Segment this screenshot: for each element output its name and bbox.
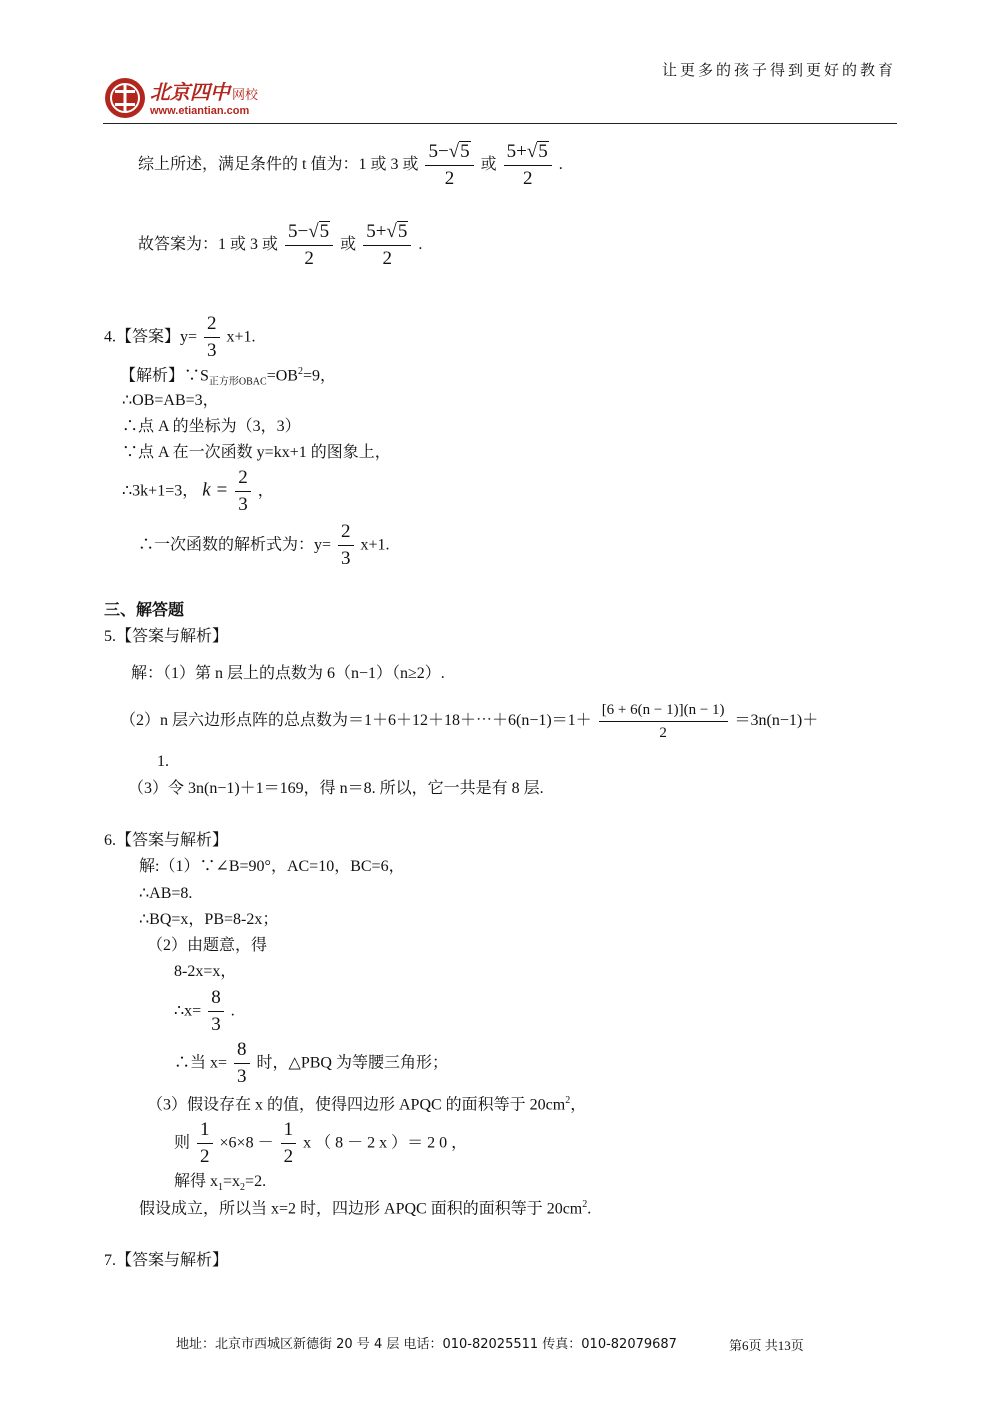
frac-2-3: $\frac{2}{3}$	[338, 522, 354, 570]
frac-8-3: $\frac{8}{3}$	[208, 988, 224, 1036]
q3-summary: 综上所述，满足条件的 t 值为：1 或 3 或 5−√ 5 2 或 5+√ 5 2 .	[138, 141, 563, 189]
frac-2-3: $\frac{2}{3}$	[235, 468, 251, 516]
q3-answer: 故答案为：1 或 3 或 5−√ 5 2 或 5+√ 5 2 .	[138, 221, 423, 269]
q6-line5: 8-2x=x，	[174, 963, 237, 980]
section-title: 三、解答题	[104, 602, 185, 619]
q6-line11: 假设成立，所以当 x=2 时，四边形 APQC 面积的面积等于 $20cm^2$.	[139, 1199, 592, 1218]
q6-line3: ∴BQ=x，PB=8-2x；	[139, 911, 279, 928]
q4-line5: ∴3k+1=3， k = $\frac{2}{3}$ ，	[122, 467, 274, 515]
frac-1-2: $\frac{1}{2}$	[197, 1120, 213, 1168]
q4-line4: ∵点 A 在一次函数 y=kx+1 的图象上，	[122, 444, 391, 461]
q6-line4: （2）由题意，得	[147, 937, 268, 954]
q7-label: 7.【答案与解析】	[104, 1252, 229, 1269]
header-slogan: 让更多的孩子得到更好的教育	[662, 61, 897, 79]
q4-line2: ∴OB=AB=3，	[122, 392, 219, 409]
or-text: 或	[480, 156, 497, 174]
q6-line2: ∴AB=8.	[139, 885, 193, 902]
q5-line1: 解：（1）第 n 层上的点数为 6（n−1）（n≥2）.	[131, 665, 445, 682]
frac-5-plus-sqrt5: 5+√ 5 2	[504, 141, 552, 190]
frac-5-plus-sqrt5: 5+√ 5 2	[363, 221, 411, 270]
q5-label: 5.【答案与解析】	[104, 628, 229, 645]
header-rule	[103, 123, 897, 124]
frac-sum-formula: $\frac{[6 + 6(n - 1)](n - 1)}{2}$	[599, 702, 728, 741]
q6-line6: ∴x= $\frac{8}{3}$ .	[174, 987, 235, 1035]
q6-label: 6.【答案与解析】	[104, 832, 229, 849]
q4-line3: ∴点 A 的坐标为（3，3）	[122, 418, 301, 435]
frac-2-3: $\frac{2}{3}$	[204, 314, 220, 362]
q5-line2: （2）n 层六边形点阵的总点数为＝1＋6＋12＋18＋⋯＋6(n−1)＝1＋ $\frac{[6 + 6(n - 1)](n - 1)}{2}$ ＝3n(n−1)＋	[120, 702, 819, 741]
q4-answer: 4.【答案】y= $\frac{2}{3}$ x+1.	[104, 313, 256, 361]
q4-analysis: 【解析】$\because S_{正方形OBAC}=OB^2=9$，	[120, 366, 336, 388]
q6-line1: 解:（1）∵∠B=90°，AC=10，BC=6，	[139, 858, 405, 875]
q6-line8: （3）假设存在 x 的值，使得四边形 APQC 的面积等于 $20cm^2$，	[147, 1095, 587, 1114]
q4-line6: ∴一次函数的解析式为：y= $\frac{2}{3}$ x+1.	[138, 521, 390, 569]
frac-8-3: $\frac{8}{3}$	[234, 1040, 250, 1088]
q6-line7: ∴当 x= $\frac{8}{3}$ 时，△PBQ 为等腰三角形；	[174, 1039, 448, 1087]
logo-suffix: 网校	[232, 87, 259, 102]
logo-name: 北京四中	[150, 82, 230, 104]
footer-address: 地址：北京市西城区新德街 20 号 4 层 电话：010-82025511 传真：010-82079687	[176, 1337, 677, 1352]
q6-line9: 则 $\frac{1}{2}$ ×6×8 － $\frac{1}{2}$ x （ 8 － 2 x ）＝ 2 0 ，	[174, 1119, 468, 1167]
frac-5-minus-sqrt5: 5−√ 5 2	[425, 141, 473, 190]
q5-line2-cont: 1.	[157, 753, 169, 770]
logo-url: www.etiantian.com	[150, 105, 250, 117]
footer-page-number: 第6页 共13页	[729, 1338, 804, 1353]
frac-5-minus-sqrt5: 5−√ 5 2	[285, 221, 333, 270]
q3-summary-text: 综上所述，满足条件的 t 值为：1 或 3 或	[138, 156, 419, 174]
q3-answer-text: 故答案为：1 或 3 或	[138, 236, 279, 254]
q6-line10: 解得 $x_1=x_2=2$.	[174, 1173, 267, 1194]
q5-line3: （3）令 3n(n−1)＋1＝169，得 n＝8. 所以，它一共是有 8 层.	[128, 780, 544, 797]
frac-1-2: $\frac{1}{2}$	[281, 1120, 297, 1168]
